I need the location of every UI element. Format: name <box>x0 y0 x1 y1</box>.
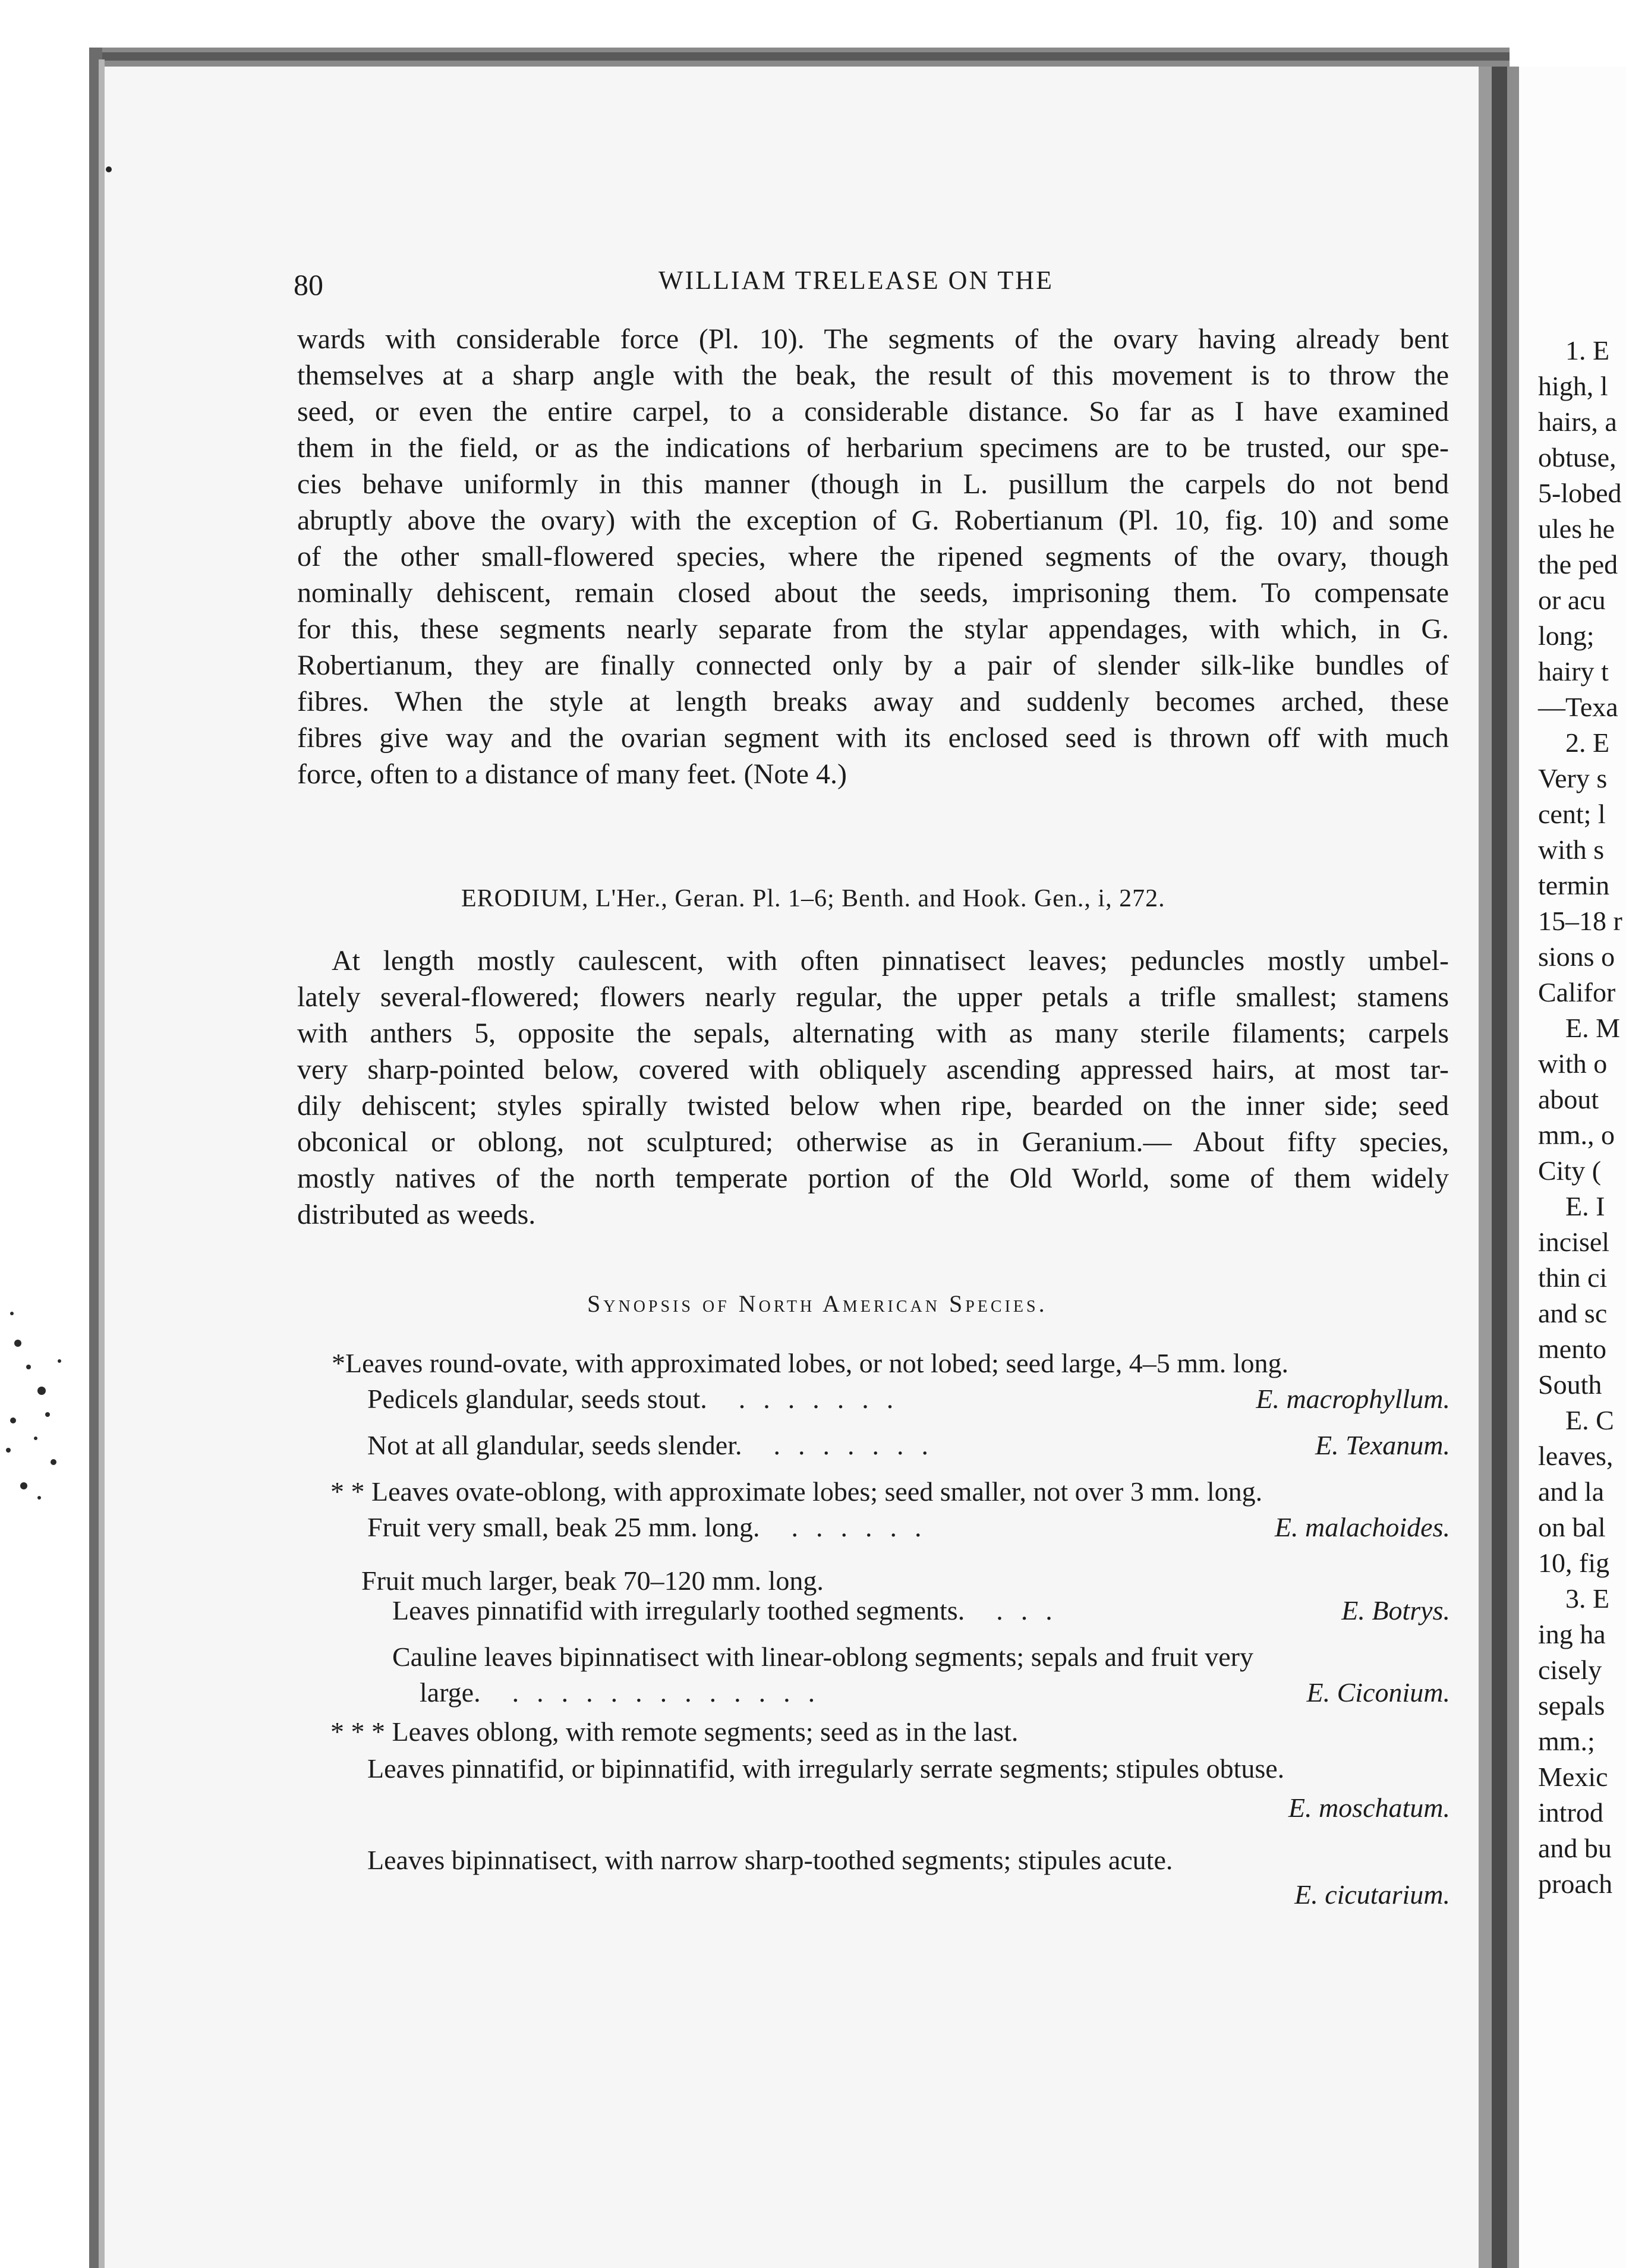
fragment-line: introd <box>1538 1797 1603 1828</box>
key-lead: Fruit much larger, beak 70–120 mm. long. <box>361 1565 824 1596</box>
text-line: force, often to a distance of many feet. (Note 4.) <box>297 758 847 790</box>
text-line: abruptly above the ovary) with the exception of G. Robertianum (Pl. 10, fig. 10) and some <box>297 505 1449 536</box>
fragment-line: long; <box>1538 620 1595 651</box>
fragment-line: mm., o <box>1538 1120 1615 1150</box>
text-line: fibres give way and the ovarian segment with its enclosed seed is thrown off with much <box>297 722 1449 754</box>
key-lead: Leaves pinnatifid, or bipinnatifid, with irregularly serrate segments; stipules obtuse. <box>367 1753 1285 1784</box>
fragment-line: ing ha <box>1538 1619 1606 1649</box>
fragment-line: and bu <box>1538 1833 1612 1863</box>
fragment-line: mm.; <box>1538 1726 1595 1756</box>
fragment-line: City ( <box>1538 1155 1602 1186</box>
text-line: of the other small-flowered species, where the ripened segments of the ovary, though <box>297 541 1449 572</box>
species-name: E. macrophyllum. <box>1256 1384 1450 1414</box>
fragment-line: ules he <box>1538 514 1615 544</box>
key-text: large. <box>420 1677 481 1708</box>
text-line: obconical or oblong, not sculptured; otherwise as in Geranium.— About fifty species, <box>297 1126 1449 1158</box>
text-line: lately several-flowered; flowers nearly regular, the upper petals a trifle smallest; stamens <box>297 981 1449 1013</box>
text-line: very sharp-pointed below, covered with obliquely ascending appressed hairs, at most tar- <box>297 1054 1449 1085</box>
fragment-line: leaves, <box>1538 1441 1614 1471</box>
fragment-line: —Texa <box>1538 692 1618 722</box>
synopsis-title: Synopsis of North American Species. <box>587 1290 1048 1317</box>
text-line: with anthers 5, opposite the sepals, alternating with as many sterile filaments; carpels <box>297 1018 1449 1049</box>
genus-heading: ERODIUM, L'Her., Geran. Pl. 1–6; Benth. and Hook. Gen., i, 272. <box>461 885 1165 912</box>
fragment-line: 5-lobed <box>1538 478 1622 508</box>
fragment-line: thin ci <box>1538 1262 1608 1293</box>
fragment-line: hairs, a <box>1538 407 1617 437</box>
fragment-line: Very s <box>1538 763 1608 793</box>
fragment-line: 10, fig <box>1538 1548 1610 1578</box>
text-line: mostly natives of the north temperate portion of the Old World, some of them widely <box>297 1163 1449 1194</box>
fragment-line: termin <box>1538 870 1610 900</box>
key-text: Pedicels glandular, seeds stout. <box>367 1384 707 1414</box>
fragment-line: and sc <box>1538 1298 1608 1328</box>
species-name: E. Botrys. <box>1341 1595 1450 1626</box>
text-line: wards with considerable force (Pl. 10). The segments of the ovary having already bent <box>297 323 1449 355</box>
leader-dots: ....... <box>714 1384 912 1414</box>
fragment-line: hairy t <box>1538 656 1609 686</box>
fragment-line: 2. E <box>1565 727 1610 758</box>
key-lead: Leaves bipinnatisect, with narrow sharp-toothed segments; stipules acute. <box>367 1845 1173 1875</box>
fragment-line: E. M <box>1565 1013 1620 1043</box>
text-line: distributed as weeds. <box>297 1199 536 1230</box>
species-name: E. Texanum. <box>1315 1430 1450 1460</box>
key-lead: * * * Leaves oblong, with remote segments; seed as in the last. <box>330 1716 1019 1747</box>
running-head: WILLIAM TRELEASE ON THE <box>658 266 1054 295</box>
fragment-line: cisely <box>1538 1655 1602 1685</box>
text-line: dily dehiscent; styles spirally twisted below when ripe, bearded on the inner side; seed <box>297 1090 1449 1122</box>
fragment-line: 1. E <box>1565 335 1610 366</box>
leader-dots: ....... <box>748 1430 946 1460</box>
fragment-line: incisel <box>1538 1227 1610 1257</box>
fragment-line: South <box>1538 1369 1602 1400</box>
fragment-line: Califor <box>1538 977 1616 1007</box>
fragment-line: with s <box>1538 834 1605 865</box>
text-line: Robertianum, they are finally connected only by a pair of slender silk-like bundles of <box>297 650 1449 681</box>
text-line: At length mostly caulescent, with often pinnatisect leaves; peduncles mostly umbel- <box>332 945 1449 976</box>
fragment-line: about <box>1538 1084 1599 1114</box>
page-number: 80 <box>294 268 323 301</box>
fragment-line: on bal <box>1538 1512 1606 1542</box>
fragment-line: or acu <box>1538 585 1606 615</box>
fragment-line: sepals <box>1538 1690 1605 1721</box>
species-name: E. malachoides. <box>1274 1512 1450 1542</box>
key-text: Not at all glandular, seeds slender. <box>367 1430 742 1460</box>
text-line: nominally dehiscent, remain closed about the seeds, imprisoning them. To compensate <box>297 577 1449 609</box>
fragment-line: mento <box>1538 1334 1606 1364</box>
leader-dots: ............. <box>487 1677 833 1708</box>
text-line: them in the field, or as the indications of herbarium specimens are to be trusted, our spe- <box>297 432 1449 464</box>
fragment-line: obtuse, <box>1538 442 1616 472</box>
fragment-line: with o <box>1538 1048 1608 1079</box>
text-line: themselves at a sharp angle with the beak, the result of this movement is to throw the <box>297 360 1449 391</box>
fragment-line: and la <box>1538 1476 1605 1507</box>
text-line: for this, these segments nearly separate from the stylar appendages, with which, in G. <box>297 613 1449 645</box>
fragment-line: Mexic <box>1538 1762 1608 1792</box>
fragment-line: sions o <box>1538 941 1615 972</box>
fragment-line: high, l <box>1538 371 1608 401</box>
text-line: fibres. When the style at length breaks away and suddenly becomes arched, these <box>297 686 1449 717</box>
fragment-line: 15–18 r <box>1538 906 1622 936</box>
key-text: Fruit very small, beak 25 mm. long. <box>367 1512 760 1542</box>
key-lead: Cauline leaves bipinnatisect with linear-oblong segments; sepals and fruit very <box>392 1642 1253 1672</box>
species-name: E. moschatum. <box>1288 1793 1450 1823</box>
key-text: Leaves pinnatifid with irregularly toothed segments. <box>392 1595 965 1626</box>
fragment-line: E. I <box>1565 1191 1605 1221</box>
text-line: cies behave uniformly in this manner (though in L. pusillum the carpels do not bend <box>297 468 1449 500</box>
leader-dots: ... <box>971 1595 1070 1626</box>
fragment-line: the ped <box>1538 549 1618 579</box>
key-lead: *Leaves round-ovate, with approximated lobes, or not lobed; seed large, 4–5 mm. long. <box>332 1348 1289 1378</box>
leader-dots: ...... <box>767 1512 940 1542</box>
key-lead: * * Leaves ovate-oblong, with approximate lobes; seed smaller, not over 3 mm. long. <box>330 1476 1263 1507</box>
species-name: E. cicutarium. <box>1294 1879 1450 1910</box>
fragment-line: 3. E <box>1565 1583 1610 1614</box>
fragment-line: proach <box>1538 1869 1613 1899</box>
species-name: E. Ciconium. <box>1306 1677 1450 1708</box>
text-line: seed, or even the entire carpel, to a considerable distance. So far as I have examined <box>297 396 1449 427</box>
fragment-line: cent; l <box>1538 799 1606 829</box>
fragment-line: E. C <box>1565 1405 1614 1435</box>
